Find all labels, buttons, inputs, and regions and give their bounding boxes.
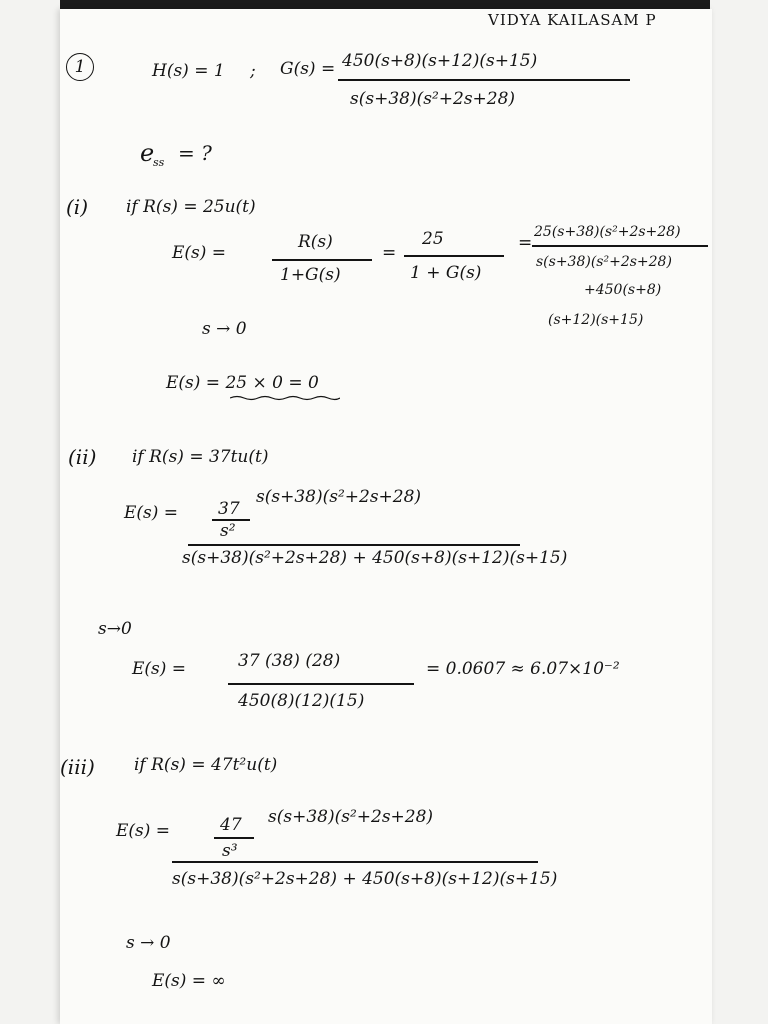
part-i-frac3-den-1: s(s+38)(s²+2s+28): [536, 254, 672, 270]
part-ii-coef-num: 37: [218, 499, 240, 519]
part-ii-condition: if R(s) = 37tu(t): [132, 447, 269, 467]
part-i-limit: s → 0: [202, 319, 247, 339]
part-iii-e-label: E(s) =: [116, 821, 171, 841]
part-iii-coef-den: s³: [222, 841, 238, 861]
underline-squiggle: [230, 395, 340, 401]
part-i-eq2: =: [382, 243, 397, 263]
part-ii-limit: s→0: [98, 619, 132, 639]
part-iii-denominator: s(s+38)(s²+2s+28) + 450(s+8)(s+12)(s+15): [172, 869, 558, 889]
part-i-frac1-bar: [272, 259, 372, 261]
part-i-frac1-den: 1+G(s): [280, 265, 341, 285]
part-ii-e2-num: 37 (38) (28): [238, 651, 341, 671]
part-i-frac2-num: 25: [422, 229, 444, 249]
part-iii-main-bar: [172, 861, 538, 863]
part-i-result: E(s) = 25 × 0 = 0: [166, 373, 319, 393]
part-i-eq3: =: [518, 233, 533, 253]
part-i-frac3-bar: [532, 245, 708, 247]
question-number: 1: [66, 53, 94, 81]
part-i-frac2-den: 1 + G(s): [410, 263, 482, 283]
part-ii-e2-label: E(s) =: [132, 659, 187, 679]
part-iii-limit: s → 0: [126, 933, 171, 953]
h-transfer-function: H(s) = 1: [152, 61, 225, 81]
part-ii-main-bar: [188, 544, 520, 546]
part-ii-e2-result: = 0.0607 ≈ 6.07×10⁻²: [426, 659, 620, 679]
part-i-condition: if R(s) = 25u(t): [126, 197, 256, 217]
g-denominator: s(s+38)(s²+2s+28): [350, 89, 516, 109]
part-iii-num-rest: s(s+38)(s²+2s+28): [268, 807, 434, 827]
part-iii-label: (iii): [60, 755, 95, 779]
part-ii-coef-den: s²: [220, 521, 236, 541]
part-iii-coef-bar: [214, 837, 254, 839]
author-name: VIDYA KAILASAM P: [488, 11, 657, 29]
part-i-frac1-num: R(s): [298, 232, 333, 252]
part-iii-result: E(s) = ∞: [152, 971, 226, 991]
part-ii-denominator: s(s+38)(s²+2s+28) + 450(s+8)(s+12)(s+15): [182, 548, 568, 568]
ess-symbol: e: [140, 139, 155, 167]
part-i-frac2-bar: [404, 255, 504, 257]
part-i-label: (i): [66, 195, 89, 219]
part-ii-e-label: E(s) =: [124, 503, 179, 523]
ess-subscript: ss: [153, 156, 165, 169]
page-top-edge: [60, 0, 710, 9]
part-ii-num-rest: s(s+38)(s²+2s+28): [256, 487, 422, 507]
ess-question: = ?: [178, 141, 212, 165]
part-i-frac3-num: 25(s+38)(s²+2s+28): [534, 224, 681, 240]
part-i-e-label: E(s) =: [172, 243, 227, 263]
part-i-frac3-den-3: (s+12)(s+15): [548, 312, 644, 328]
part-iii-coef-num: 47: [220, 815, 242, 835]
separator: ;: [250, 61, 256, 81]
part-ii-e2-bar: [228, 683, 414, 685]
part-iii-condition: if R(s) = 47t²u(t): [134, 755, 278, 775]
handwritten-page: [60, 9, 712, 1024]
part-ii-e2-den: 450(8)(12)(15): [238, 691, 365, 711]
g-label: G(s) =: [280, 59, 336, 79]
part-ii-label: (ii): [68, 445, 97, 469]
g-fraction-bar: [338, 79, 630, 81]
g-numerator: 450(s+8)(s+12)(s+15): [342, 51, 538, 71]
part-i-frac3-den-2: +450(s+8): [584, 282, 662, 298]
